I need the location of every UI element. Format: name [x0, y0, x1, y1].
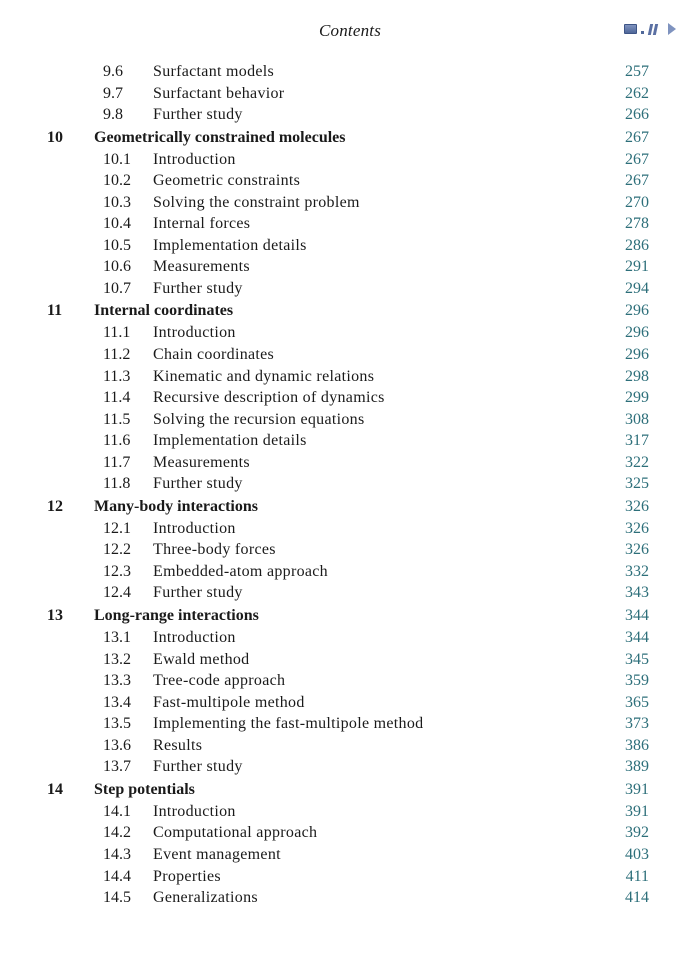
section-number: 10.5: [103, 236, 131, 254]
toc-section-row[interactable]: [0, 582, 700, 604]
toc-section-row[interactable]: [0, 235, 700, 257]
section-title[interactable]: Chain coordinates: [153, 346, 275, 364]
section-number: 13.6: [103, 736, 131, 754]
page-number-link[interactable]: 270: [625, 193, 649, 211]
page-number-link[interactable]: 391: [625, 780, 649, 798]
page-number-link[interactable]: 267: [625, 128, 649, 146]
page-number-link[interactable]: 403: [625, 845, 649, 863]
first-page-icon[interactable]: [624, 24, 637, 34]
section-number: 10.6: [103, 258, 131, 276]
page-number-link[interactable]: 267: [625, 172, 649, 190]
next-page-icon[interactable]: [668, 23, 676, 35]
section-number: 11.6: [103, 432, 131, 450]
page-dot-icon: [641, 31, 644, 34]
toc-chapter-row[interactable]: [0, 604, 700, 627]
section-title[interactable]: Implementation details: [153, 432, 307, 450]
toc-section-row[interactable]: [0, 256, 700, 278]
section-number: 13.7: [103, 758, 131, 776]
toc-section-row[interactable]: [0, 170, 700, 192]
section-title[interactable]: Measurements: [153, 453, 250, 471]
toc-section-row[interactable]: [0, 649, 700, 671]
page-number-link[interactable]: 299: [625, 389, 649, 407]
page-number-link[interactable]: 389: [625, 758, 649, 776]
section-title[interactable]: Further study: [153, 475, 243, 493]
toc-section-row[interactable]: [0, 409, 700, 431]
pause-icon[interactable]: [648, 24, 658, 35]
page-number-link[interactable]: 345: [625, 650, 649, 668]
page-number-link[interactable]: 286: [625, 236, 649, 254]
section-title[interactable]: Introduction: [153, 519, 236, 537]
toc-chapter-row[interactable]: [0, 299, 700, 322]
section-number: 13.4: [103, 693, 131, 711]
page-number-link[interactable]: 296: [625, 346, 649, 364]
toc-section-row[interactable]: [0, 213, 700, 235]
section-title[interactable]: Kinematic and dynamic relations: [153, 367, 375, 385]
page-number-link[interactable]: 326: [625, 519, 649, 537]
chapter-title[interactable]: Many-body interactions: [94, 497, 258, 515]
section-title[interactable]: Introduction: [153, 150, 236, 168]
toc-section-row[interactable]: [0, 322, 700, 344]
toc-section-row[interactable]: [0, 887, 700, 909]
page-number-link[interactable]: 296: [625, 324, 649, 342]
section-number: 13.3: [103, 672, 131, 690]
section-number: 9.6: [103, 63, 123, 80]
page-number-link[interactable]: 411: [625, 867, 649, 885]
section-number: 12.2: [103, 541, 131, 559]
section-number: 14.3: [103, 845, 131, 863]
page-number-link[interactable]: 386: [625, 736, 649, 754]
page-number-link[interactable]: 326: [625, 541, 649, 559]
page-number-link[interactable]: 332: [625, 562, 649, 580]
page-title: Contents: [318, 21, 382, 40]
section-number: 11.7: [103, 453, 131, 471]
page-number-link[interactable]: 326: [625, 497, 649, 515]
section-title[interactable]: Embedded-atom approach: [153, 562, 328, 580]
toc-section-row[interactable]: [0, 83, 700, 105]
section-number: 13.5: [103, 715, 131, 733]
section-number: 9.8: [103, 106, 123, 124]
section-number: 11.2: [103, 346, 131, 364]
toc-section-row[interactable]: [0, 801, 700, 823]
chapter-number: 10: [47, 128, 63, 146]
toc-chapter-row[interactable]: [0, 778, 700, 801]
section-title[interactable]: Implementing the fast-multipole method: [153, 715, 424, 733]
page-number-link[interactable]: 308: [625, 410, 649, 428]
page-number-link[interactable]: 392: [625, 824, 649, 842]
section-title[interactable]: Recursive description of dynamics: [153, 389, 385, 407]
chapter-title[interactable]: Internal coordinates: [94, 302, 234, 320]
page-number-link[interactable]: 325: [625, 475, 649, 493]
table-of-contents: [0, 61, 700, 909]
page-number-link[interactable]: 359: [625, 672, 649, 690]
page-number-link[interactable]: 267: [625, 150, 649, 168]
section-title[interactable]: Solving the constraint problem: [153, 193, 360, 211]
toc-section-row[interactable]: [0, 670, 700, 692]
toc-section-row[interactable]: [0, 366, 700, 388]
page-number-link[interactable]: 291: [625, 258, 649, 276]
section-title[interactable]: Event management: [153, 845, 281, 863]
page-number-link[interactable]: 294: [625, 279, 649, 297]
toc-chapter-row[interactable]: [0, 126, 700, 149]
toc-section-row[interactable]: [0, 344, 700, 366]
page-number-link[interactable]: 298: [625, 367, 649, 385]
section-title[interactable]: Introduction: [153, 629, 236, 647]
toc-section-row[interactable]: [0, 692, 700, 714]
page-number-link[interactable]: 365: [625, 693, 649, 711]
toc-section-row[interactable]: [0, 822, 700, 844]
section-title[interactable]: Generalizations: [153, 889, 258, 907]
section-number: 10.1: [103, 150, 131, 168]
toc-section-row[interactable]: [0, 713, 700, 735]
chapter-number: 13: [47, 607, 63, 625]
page-number-link[interactable]: 317: [625, 432, 649, 450]
toc-section-row[interactable]: [0, 561, 700, 583]
section-title[interactable]: Further study: [153, 584, 243, 602]
toc-section-row[interactable]: [0, 756, 700, 778]
section-title[interactable]: Ewald method: [153, 650, 250, 668]
section-title[interactable]: Fast-multipole method: [153, 693, 305, 711]
page-number-link[interactable]: 266: [625, 106, 649, 124]
page-number-link[interactable]: 414: [625, 889, 649, 907]
toc-section-row[interactable]: [0, 473, 700, 495]
section-title[interactable]: Computational approach: [153, 824, 318, 842]
section-number: 11.4: [103, 389, 131, 407]
chapter-number: 12: [47, 497, 63, 515]
section-title[interactable]: Surfactant models: [153, 63, 275, 80]
chapter-title[interactable]: Step potentials: [94, 780, 195, 798]
chapter-number: 14: [47, 780, 63, 798]
toc-section-row[interactable]: [0, 104, 700, 126]
chapter-title[interactable]: Long-range interactions: [94, 607, 259, 625]
section-title[interactable]: Further study: [153, 758, 243, 776]
section-title[interactable]: Measurements: [153, 258, 250, 276]
section-title[interactable]: Tree-code approach: [153, 672, 286, 690]
toc-section-row[interactable]: [0, 278, 700, 300]
section-number: 12.4: [103, 584, 131, 602]
section-number: 12.1: [103, 519, 131, 537]
chapter-number: 11: [47, 302, 63, 320]
page-number-link[interactable]: 373: [625, 715, 649, 733]
page-number-link[interactable]: 391: [625, 802, 649, 820]
section-title[interactable]: Properties: [153, 867, 221, 885]
section-title[interactable]: Solving the recursion equations: [153, 410, 365, 428]
page-number-link[interactable]: 344: [625, 607, 649, 625]
section-title[interactable]: Implementation details: [153, 236, 307, 254]
page-number-link[interactable]: 322: [625, 453, 649, 471]
toc-section-row[interactable]: [0, 149, 700, 171]
section-number: 10.2: [103, 172, 131, 190]
toc-section-row[interactable]: [0, 539, 700, 561]
page-number-link[interactable]: 344: [625, 629, 649, 647]
toc-section-row[interactable]: [0, 61, 700, 83]
section-title[interactable]: Introduction: [153, 802, 236, 820]
section-number: 11.3: [103, 367, 131, 385]
page-number-link[interactable]: 296: [625, 302, 649, 320]
page-number-link[interactable]: 262: [625, 84, 649, 102]
toc-section-row[interactable]: [0, 518, 700, 540]
toc-section-row[interactable]: [0, 387, 700, 409]
section-number: 14.2: [103, 824, 131, 842]
page-navigation: [624, 23, 676, 35]
section-title[interactable]: Surfactant behavior: [153, 84, 285, 102]
toc-section-row[interactable]: [0, 627, 700, 649]
section-number: 14.4: [103, 867, 131, 885]
page-number-link[interactable]: 278: [625, 215, 649, 233]
section-number: 10.3: [103, 193, 131, 211]
section-number: 11.8: [103, 475, 131, 493]
section-title[interactable]: Internal forces: [153, 215, 251, 233]
toc-section-row[interactable]: [0, 452, 700, 474]
toc-section-row[interactable]: [0, 192, 700, 214]
section-title[interactable]: Results: [153, 736, 203, 754]
section-title[interactable]: Introduction: [153, 324, 236, 342]
section-number: 12.3: [103, 562, 131, 580]
section-number: 11.1: [103, 324, 131, 342]
toc-section-row[interactable]: [0, 866, 700, 888]
section-number: 10.7: [103, 279, 131, 297]
section-number: 10.4: [103, 215, 131, 233]
section-number: 13.2: [103, 650, 131, 668]
page-number-link[interactable]: 257: [625, 63, 649, 80]
toc-section-row[interactable]: [0, 430, 700, 452]
toc-section-row[interactable]: [0, 844, 700, 866]
section-number: 9.7: [103, 84, 123, 102]
toc-section-row[interactable]: [0, 735, 700, 757]
section-number: 14.1: [103, 802, 131, 820]
page-number-link[interactable]: 343: [625, 584, 649, 602]
section-number: 14.5: [103, 889, 131, 907]
section-number: 11.5: [103, 410, 131, 428]
page-header: [0, 19, 700, 43]
section-title[interactable]: Three-body forces: [153, 541, 276, 559]
section-title[interactable]: Geometric constraints: [153, 172, 301, 190]
toc-chapter-row[interactable]: [0, 495, 700, 518]
section-title[interactable]: Further study: [153, 106, 243, 124]
section-title[interactable]: Further study: [153, 279, 243, 297]
section-number: 13.1: [103, 629, 131, 647]
chapter-title[interactable]: Geometrically constrained molecules: [94, 128, 346, 146]
